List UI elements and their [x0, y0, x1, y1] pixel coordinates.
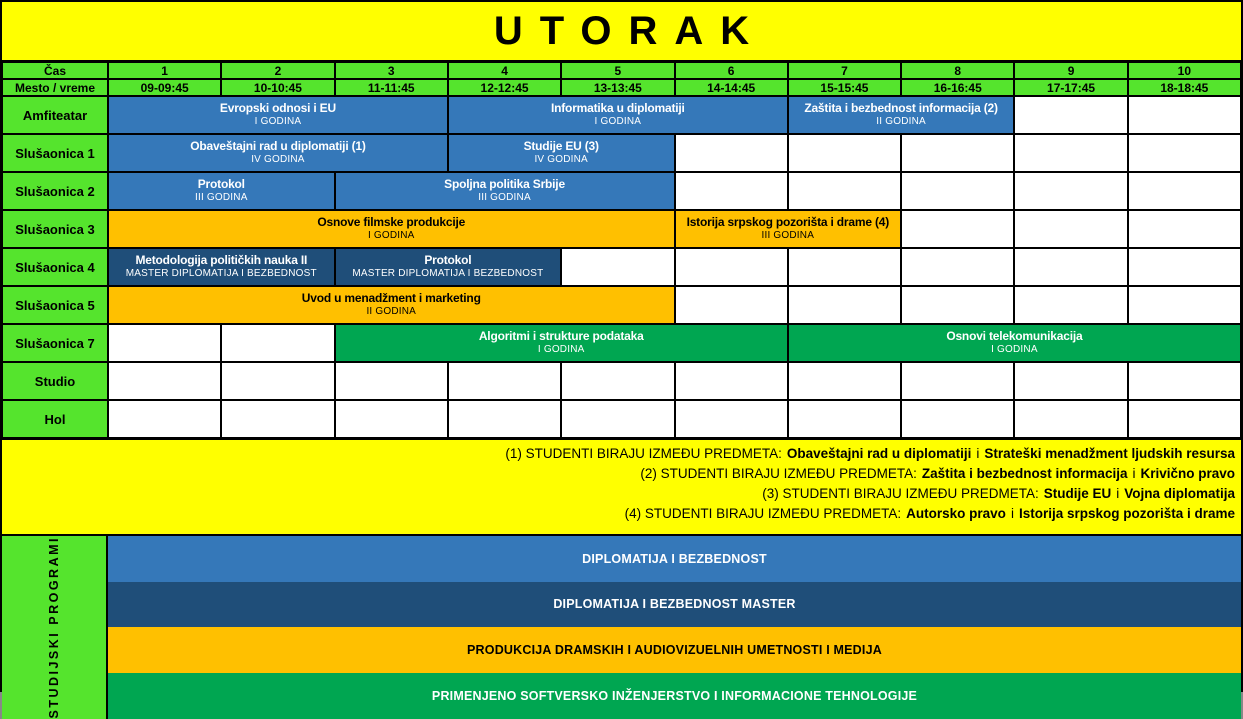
empty-cell	[221, 324, 334, 362]
empty-cell	[448, 400, 561, 438]
course-title: Osnovi telekomunikacija	[946, 329, 1083, 344]
empty-cell	[675, 400, 788, 438]
course-year: III GODINA	[761, 230, 815, 242]
note-prefix: (1) STUDENTI BIRAJU IZMEĐU PREDMETA:	[505, 446, 782, 461]
empty-cell	[675, 248, 788, 286]
note-choice: Strateški menadžment ljudskih resursa	[984, 446, 1235, 461]
course-year: I GODINA	[367, 230, 415, 242]
course-block	[108, 210, 675, 248]
note-choice: Krivično pravo	[1140, 466, 1235, 481]
course-title: Istorija srpskog pozorišta i drame (4)	[686, 215, 890, 230]
course-title: Studije EU (3)	[523, 139, 599, 154]
empty-cell	[1014, 96, 1127, 134]
empty-cell	[901, 400, 1014, 438]
course-year: MASTER DIPLOMATIJA I BEZBEDNOST	[125, 268, 317, 280]
empty-cell	[561, 400, 674, 438]
empty-cell	[1128, 210, 1241, 248]
course-title: Evropski odnosi i EU	[219, 101, 336, 116]
legend-item-diplomatija-master: DIPLOMATIJA I BEZBEDNOST MASTER	[108, 582, 1241, 628]
empty-cell	[901, 134, 1014, 172]
time-slot: 10-10:45	[221, 79, 334, 96]
schedule-grid	[2, 62, 1241, 438]
note-conjunction: i	[1010, 506, 1014, 521]
period-number: 7	[788, 62, 901, 79]
period-number: 6	[675, 62, 788, 79]
course-title: Metodologija političkih nauka II	[135, 253, 308, 268]
empty-cell	[221, 362, 334, 400]
time-slot: 18-18:45	[1128, 79, 1241, 96]
note-choice: Studije EU	[1043, 486, 1112, 501]
empty-cell	[335, 362, 448, 400]
course-block	[335, 324, 788, 362]
course-block	[108, 172, 335, 210]
period-number: 2	[221, 62, 334, 79]
course-year: I GODINA	[254, 116, 302, 128]
course-block	[335, 248, 562, 286]
note-prefix: (3) STUDENTI BIRAJU IZMEĐU PREDMETA:	[762, 486, 1039, 501]
empty-cell	[788, 362, 901, 400]
empty-cell	[448, 362, 561, 400]
empty-cell	[788, 286, 901, 324]
course-year: IV GODINA	[251, 154, 305, 166]
course-title: Informatika u diplomatiji	[551, 101, 685, 116]
empty-cell	[1014, 210, 1127, 248]
legend-item-produkcija: PRODUKCIJA DRAMSKIH I AUDIOVIZUELNIH UMETNOSTI I MEDIJA	[108, 627, 1241, 673]
empty-cell	[901, 172, 1014, 210]
course-year: III GODINA	[195, 192, 248, 204]
title-band	[2, 2, 1241, 62]
empty-cell	[1014, 286, 1127, 324]
empty-cell	[675, 134, 788, 172]
course-year: I GODINA	[991, 344, 1038, 356]
legend-label-cell	[2, 536, 108, 719]
time-slot: 16-16:45	[901, 79, 1014, 96]
course-year: MASTER DIPLOMATIJA I BEZBEDNOST	[352, 268, 544, 280]
empty-cell	[788, 172, 901, 210]
note-choice: Zaštita i bezbednost informacija	[921, 466, 1128, 481]
empty-cell	[1128, 286, 1241, 324]
empty-cell	[1014, 400, 1127, 438]
day-title: UTORAK	[493, 9, 767, 53]
course-year: II GODINA	[876, 116, 926, 128]
empty-cell	[561, 362, 674, 400]
time-slot: 12-12:45	[448, 79, 561, 96]
empty-cell	[1128, 134, 1241, 172]
period-number: 4	[448, 62, 561, 79]
empty-cell	[675, 362, 788, 400]
empty-cell	[788, 134, 901, 172]
empty-cell	[221, 400, 334, 438]
course-block	[788, 324, 1241, 362]
empty-cell	[561, 248, 674, 286]
time-slot: 11-11:45	[335, 79, 448, 96]
room-label: Hol	[2, 400, 108, 438]
legend-bars	[108, 536, 1241, 719]
period-number: 1	[108, 62, 221, 79]
note-conjunction: i	[1132, 466, 1136, 481]
note-prefix: (2) STUDENTI BIRAJU IZMEĐU PREDMETA:	[640, 466, 917, 481]
note-conjunction: i	[976, 446, 980, 461]
note-line-2	[2, 464, 1235, 484]
period-number: 5	[561, 62, 674, 79]
note-choice: Istorija srpskog pozorišta i drame	[1018, 506, 1235, 521]
course-year: IV GODINA	[534, 154, 588, 166]
room-label: Amfiteatar	[2, 96, 108, 134]
empty-cell	[1014, 172, 1127, 210]
empty-cell	[901, 362, 1014, 400]
time-slot: 17-17:45	[1014, 79, 1127, 96]
course-block	[675, 210, 902, 248]
course-title: Spoljna politika Srbije	[444, 177, 565, 192]
course-year: II GODINA	[366, 306, 417, 318]
empty-cell	[901, 286, 1014, 324]
course-block	[448, 96, 788, 134]
empty-cell	[675, 172, 788, 210]
empty-cell	[108, 324, 221, 362]
course-year: I GODINA	[537, 344, 585, 356]
empty-cell	[788, 248, 901, 286]
course-block	[108, 248, 335, 286]
time-slot: 15-15:45	[788, 79, 901, 96]
period-number: 8	[901, 62, 1014, 79]
time-slot: 13-13:45	[561, 79, 674, 96]
period-number: 9	[1014, 62, 1127, 79]
note-choice: Autorsko pravo	[906, 506, 1006, 521]
course-title: Zaštita i bezbednost informacija (2)	[804, 101, 998, 116]
course-year: I GODINA	[594, 116, 642, 128]
course-block	[335, 172, 675, 210]
course-year: III GODINA	[478, 192, 531, 204]
course-title: Obaveštajni rad u diplomatiji (1)	[190, 139, 366, 154]
note-line-1	[2, 444, 1235, 464]
empty-cell	[1014, 362, 1127, 400]
course-title: Uvod u menadžment i marketing	[301, 291, 481, 306]
note-line-4	[2, 504, 1235, 524]
legend-item-softversko: PRIMENJENO SOFTVERSKO INŽENJERSTVO I INFORMACIONE TEHNOLOGIJE	[108, 673, 1241, 719]
empty-cell	[1014, 248, 1127, 286]
legend-item-diplomatija: DIPLOMATIJA I BEZBEDNOST	[108, 536, 1241, 582]
course-title: Algoritmi i strukture podataka	[478, 329, 644, 344]
empty-cell	[1128, 248, 1241, 286]
course-block	[108, 96, 448, 134]
time-slot: 09-09:45	[108, 79, 221, 96]
course-block	[108, 286, 675, 324]
empty-cell	[1014, 134, 1127, 172]
empty-cell	[1128, 172, 1241, 210]
course-block	[108, 134, 448, 172]
room-label: Slušaonica 5	[2, 286, 108, 324]
room-label: Slušaonica 3	[2, 210, 108, 248]
course-title: Osnove filmske produkcije	[317, 215, 466, 230]
period-number: 3	[335, 62, 448, 79]
time-row-label: Mesto / vreme	[2, 79, 108, 96]
note-conjunction: i	[1116, 486, 1120, 501]
room-label: Slušaonica 4	[2, 248, 108, 286]
empty-cell	[108, 400, 221, 438]
room-label: Slušaonica 2	[2, 172, 108, 210]
room-label: Slušaonica 1	[2, 134, 108, 172]
course-title: Protokol	[197, 177, 245, 192]
note-choice: Obaveštajni rad u diplomatiji	[786, 446, 972, 461]
empty-cell	[675, 286, 788, 324]
room-label: Slušaonica 7	[2, 324, 108, 362]
note-choice: Vojna diplomatija	[1124, 486, 1235, 501]
course-block	[448, 134, 675, 172]
period-row-label: Čas	[2, 62, 108, 79]
legend-label: STUDIJSKI PROGRAMI	[47, 536, 61, 719]
empty-cell	[901, 248, 1014, 286]
empty-cell	[335, 400, 448, 438]
empty-cell	[788, 400, 901, 438]
empty-cell	[108, 362, 221, 400]
note-prefix: (4) STUDENTI BIRAJU IZMEĐU PREDMETA:	[624, 506, 902, 521]
course-title: Protokol	[424, 253, 472, 268]
note-line-3	[2, 484, 1235, 504]
period-number: 10	[1128, 62, 1241, 79]
course-block	[788, 96, 1015, 134]
room-label: Studio	[2, 362, 108, 400]
empty-cell	[1128, 96, 1241, 134]
time-slot: 14-14:45	[675, 79, 788, 96]
empty-cell	[901, 210, 1014, 248]
notes-section	[2, 438, 1241, 534]
empty-cell	[1128, 362, 1241, 400]
empty-cell	[1128, 400, 1241, 438]
legend-section	[2, 534, 1241, 719]
